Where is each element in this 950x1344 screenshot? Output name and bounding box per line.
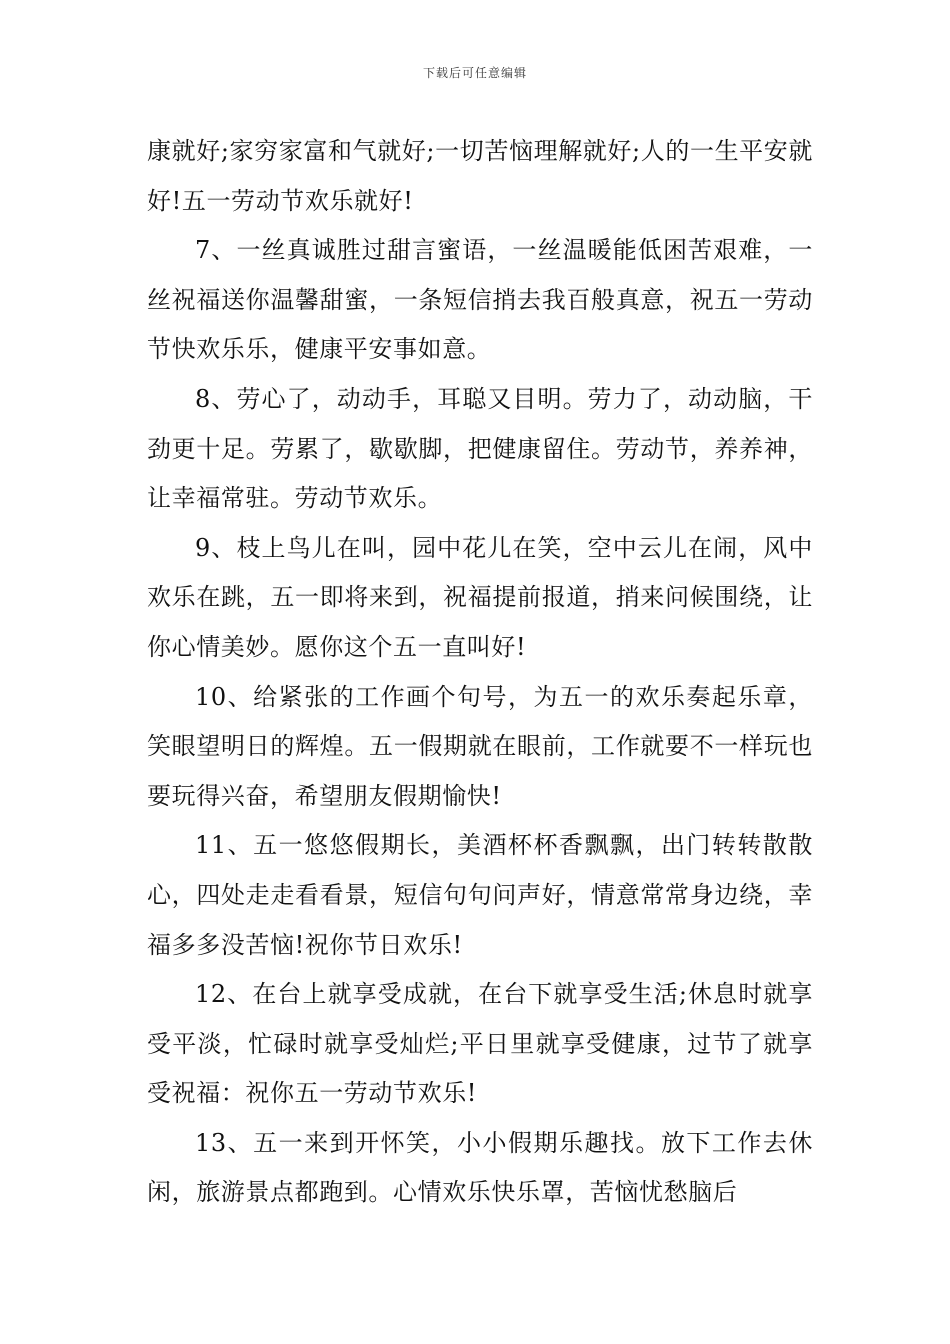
paragraph-item-11: 11、五一悠悠假期长，美酒杯杯香飘飘，出门转转散散心，四处走走看看景，短信句句问声好，情意常常身边绕，幸福多多没苦恼!祝你节日欢乐! [147, 831, 813, 959]
paragraph-continuation: 康就好;家穷家富和气就好;一切苦恼理解就好;人的一生平安就好!五一劳动节欢乐就好! [147, 137, 813, 215]
document-body [147, 127, 813, 1218]
paragraph-item-9: 9、枝上鸟儿在叫，园中花儿在笑，空中云儿在闹，风中欢乐在跳，五一即将来到，祝福提前报道，捎来问候围绕，让你心情美妙。愿你这个五一直叫好! [147, 533, 813, 661]
page-header-note: 下载后可任意编辑 [422, 66, 527, 80]
paragraph-item-7: 7、一丝真诚胜过甜言蜜语，一丝温暖能低困苦艰难，一丝祝福送你温馨甜蜜，一条短信捎去我百般真意，祝五一劳动节快欢乐乐，健康平安事如意。 [147, 236, 813, 364]
paragraph-item-10: 10、给紧张的工作画个句号，为五一的欢乐奏起乐章，笑眼望明日的辉煌。五一假期就在眼前，工作就要不一样玩也要玩得兴奋，希望朋友假期愉快! [147, 682, 813, 810]
paragraph-item-12: 12、在台上就享受成就，在台下就享受生活;休息时就享受平淡，忙碌时就享受灿烂;平日里就享受健康，过节了就享受祝福：祝你五一劳动节欢乐! [147, 980, 813, 1108]
paragraph-item-13: 13、五一来到开怀笑，小小假期乐趣找。放下工作去休闲，旅游景点都跑到。心情欢乐快乐罩，苦恼忧愁脑后 [147, 1128, 813, 1207]
paragraph-item-8: 8、劳心了，动动手，耳聪又目明。劳力了，动动脑，干劲更十足。劳累了，歇歇脚，把健康留住。劳动节，养养神，让幸福常驻。劳动节欢乐。 [147, 384, 813, 513]
